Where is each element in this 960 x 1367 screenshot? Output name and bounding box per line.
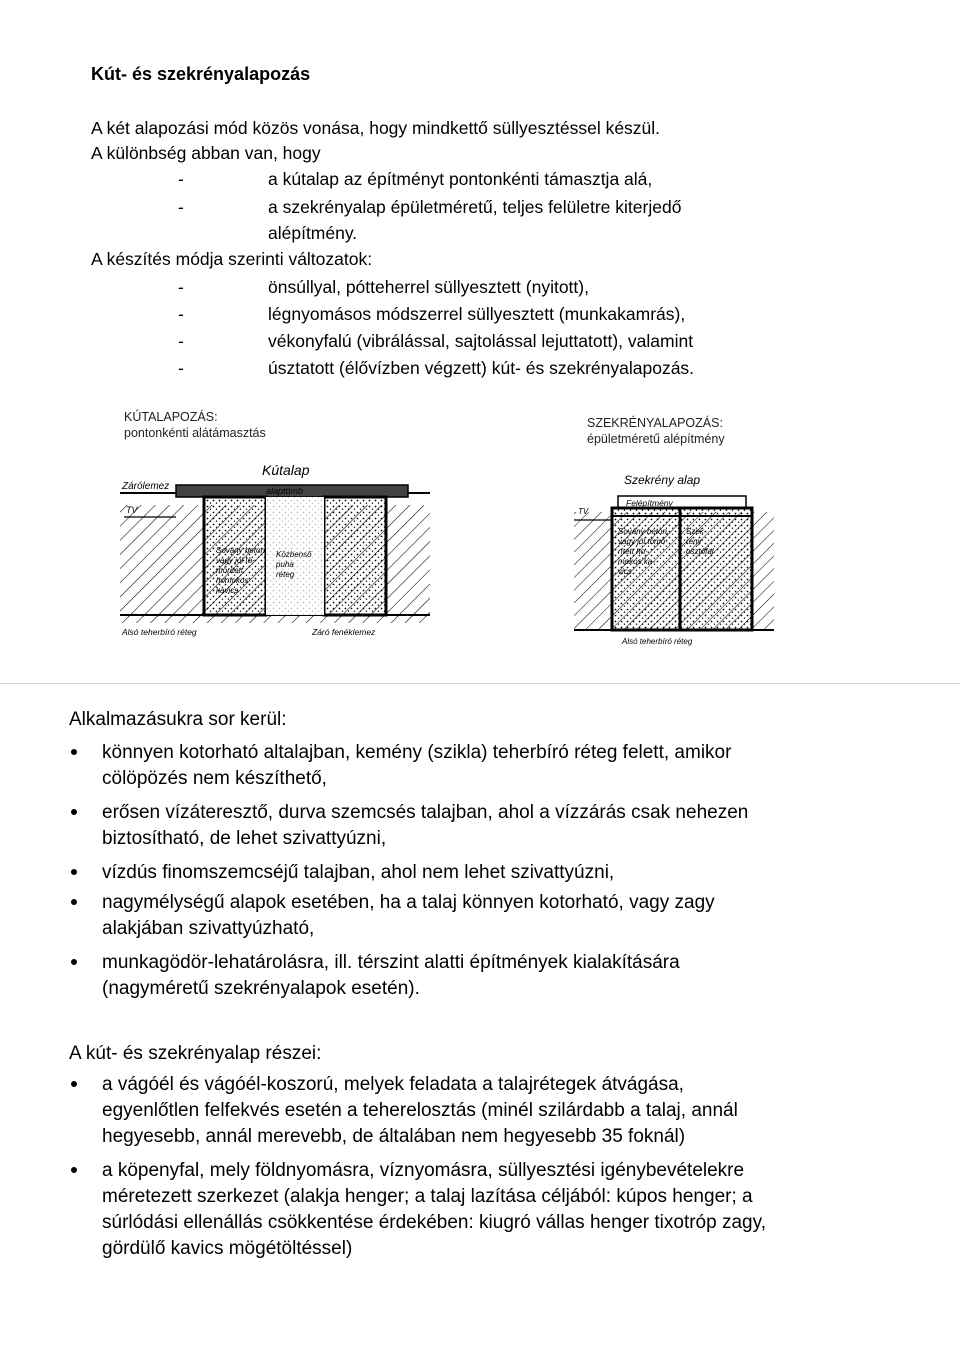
- variants-intro: A készítés módja szerinti változatok:: [91, 249, 373, 269]
- section1-item-4-line-2: alakjában szivattyúzható,: [102, 918, 315, 939]
- diff-item-1: a kútalap az építményt pontonkénti támasztja alá,: [268, 169, 653, 189]
- label-sovany-2: vagy jól tö-: [216, 556, 255, 565]
- label-alaptomb: alaptömb: [266, 486, 304, 496]
- label-sovany-1: Sovány beton,: [618, 527, 670, 536]
- label-zaro: Záró fenéklemez: [312, 627, 376, 637]
- well-foundation-diagram: [116, 445, 436, 645]
- label-also: Alsó teherbíró réteg: [122, 627, 197, 637]
- label-kozbenso-2: puha: [276, 560, 294, 569]
- label-sovany-4: mokos ka-: [618, 557, 655, 566]
- bullet-icon: [71, 899, 77, 905]
- label-sovany-3: mörített: [216, 566, 244, 575]
- label-sovany-5: vics: [618, 567, 632, 576]
- diff-item-2-cont: alépítmény.: [268, 223, 358, 243]
- page-divider: [0, 683, 960, 684]
- label-tv: TV: [126, 505, 138, 515]
- section1-title: Alkalmazásukra sor kerül:: [69, 709, 287, 730]
- section1-item-1-line-2: cölöpözés nem készíthető,: [102, 768, 327, 789]
- label-sovany-4: homokos: [216, 576, 249, 585]
- section1-item-5-line-1: munkagödör-lehatárolásra, ill. térszint alatti építmények kialakítására: [102, 952, 680, 973]
- figure-left-title: KÚTALAPOZÁS:: [124, 410, 218, 424]
- label-felepitmeny: Felépítmény: [626, 498, 673, 508]
- section2-item-2-line-3: súrlódási ellenállás csökkentése érdekében: kiugró vállas henger tixotróp zagy,: [102, 1212, 766, 1233]
- label-sovany-1: Sovány beton,: [216, 546, 268, 555]
- variant-4: úsztatott (élővízben végzett) kút- és szekrényalapozás.: [268, 358, 695, 378]
- bullet-icon: [71, 1167, 77, 1173]
- label-szek-3: osztófal: [686, 547, 714, 556]
- label-also: Alsó teherbíró réteg: [622, 637, 693, 646]
- label-tv: TV: [578, 507, 589, 516]
- variant-2: légnyomásos módszerrel süllyesztett (munkakamrás),: [268, 304, 686, 324]
- section2-item-2-line-4: gördülő kavics mögétöltéssel): [102, 1238, 353, 1259]
- dash-marker: -: [178, 331, 184, 351]
- caisson-foundation-diagram: [572, 452, 778, 654]
- section2-item-1-line-1: a vágóél és vágóél-koszorú, melyek feladata a talajrétegek átvágása,: [102, 1074, 684, 1095]
- bullet-icon: [71, 869, 77, 875]
- label-sovany-2: vagy jól tömö-: [618, 537, 668, 546]
- section2-item-2-line-2: méretezett szerkezet (alakja henger; a talaj lazítása céljából: kúpos henger; a: [102, 1186, 753, 1207]
- label-kozbenso-1: Közbenső: [276, 550, 312, 559]
- variant-3: vékonyfalú (vibrálással, sajtolással lejuttatott), valamint: [268, 331, 694, 351]
- label-kozbenso-3: réteg: [276, 570, 295, 579]
- variant-1: önsúllyal, pótteherrel süllyesztett (nyitott),: [268, 277, 589, 297]
- dash-marker: -: [178, 304, 184, 324]
- section2-title: A kút- és szekrényalap részei:: [69, 1043, 322, 1064]
- intro-line-1: A két alapozási mód közös vonása, hogy mindkettő süllyesztéssel készül.: [91, 118, 661, 138]
- bullet-icon: [71, 749, 77, 755]
- dash-marker: -: [178, 358, 184, 378]
- intro-line-2: A különbség abban van, hogy: [91, 143, 321, 163]
- label-kutalap: Kútalap: [262, 462, 310, 478]
- label-sovany-3: rített ho-: [618, 547, 648, 556]
- page-title: Kút- és szekrényalapozás: [91, 64, 311, 84]
- section1-item-1-line-1: könnyen kotorható altalajban, kemény (szikla) teherbíró réteg felett, amikor: [102, 742, 732, 763]
- dash-marker: -: [178, 277, 184, 297]
- section1-item-2-line-1: erősen vízáteresztő, durva szemcsés talajban, ahol a vízzárás csak nehezen: [102, 802, 749, 823]
- label-sovany-5: kavics: [216, 586, 239, 595]
- bullet-icon: [71, 959, 77, 965]
- figure-left-subtitle: pontonkénti alátámasztás: [124, 426, 266, 440]
- label-szekreny: Szekrény alap: [624, 473, 701, 487]
- section2-item-1-line-2: egyenlőtlen felfekvés esetén a teherelosztás (minél szilárdabb a talaj, annál: [102, 1100, 738, 1121]
- dash-marker: -: [178, 197, 184, 217]
- section2-item-1-line-3: hegyesebb, annál merevebb, de általában nem hegyesebb 35 foknál): [102, 1126, 686, 1147]
- bullet-icon: [71, 809, 77, 815]
- diff-item-2: a szekrényalap épületméretű, teljes felületre kiterjedő: [268, 197, 682, 217]
- dash-marker: -: [178, 169, 184, 189]
- bullet-icon: [71, 1081, 77, 1087]
- section1-item-4-line-1: nagymélységű alapok esetében, ha a talaj könnyen kotorható, vagy zagy: [102, 892, 715, 913]
- section2-item-2-line-1: a köpenyfal, mely földnyomásra, víznyomásra, süllyesztési igénybevételekre: [102, 1160, 745, 1181]
- label-szek-1: Szek-: [686, 527, 707, 536]
- section1-item-2-line-2: biztosítható, de lehet szivattyúzni,: [102, 828, 387, 849]
- figure-right-title: SZEKRÉNYALAPOZÁS:: [587, 416, 723, 430]
- label-zarolemez: Zárólemez: [122, 481, 170, 492]
- section1-item-5-line-2: (nagyméretű szekrényalapok esetén).: [102, 978, 420, 999]
- section1-item-3-line-1: vízdús finomszemcséjű talajban, ahol nem lehet szivattyúzni,: [102, 862, 615, 883]
- figure-right-subtitle: épületméretű alépítmény: [587, 432, 725, 446]
- label-szek-2: rény: [686, 537, 702, 546]
